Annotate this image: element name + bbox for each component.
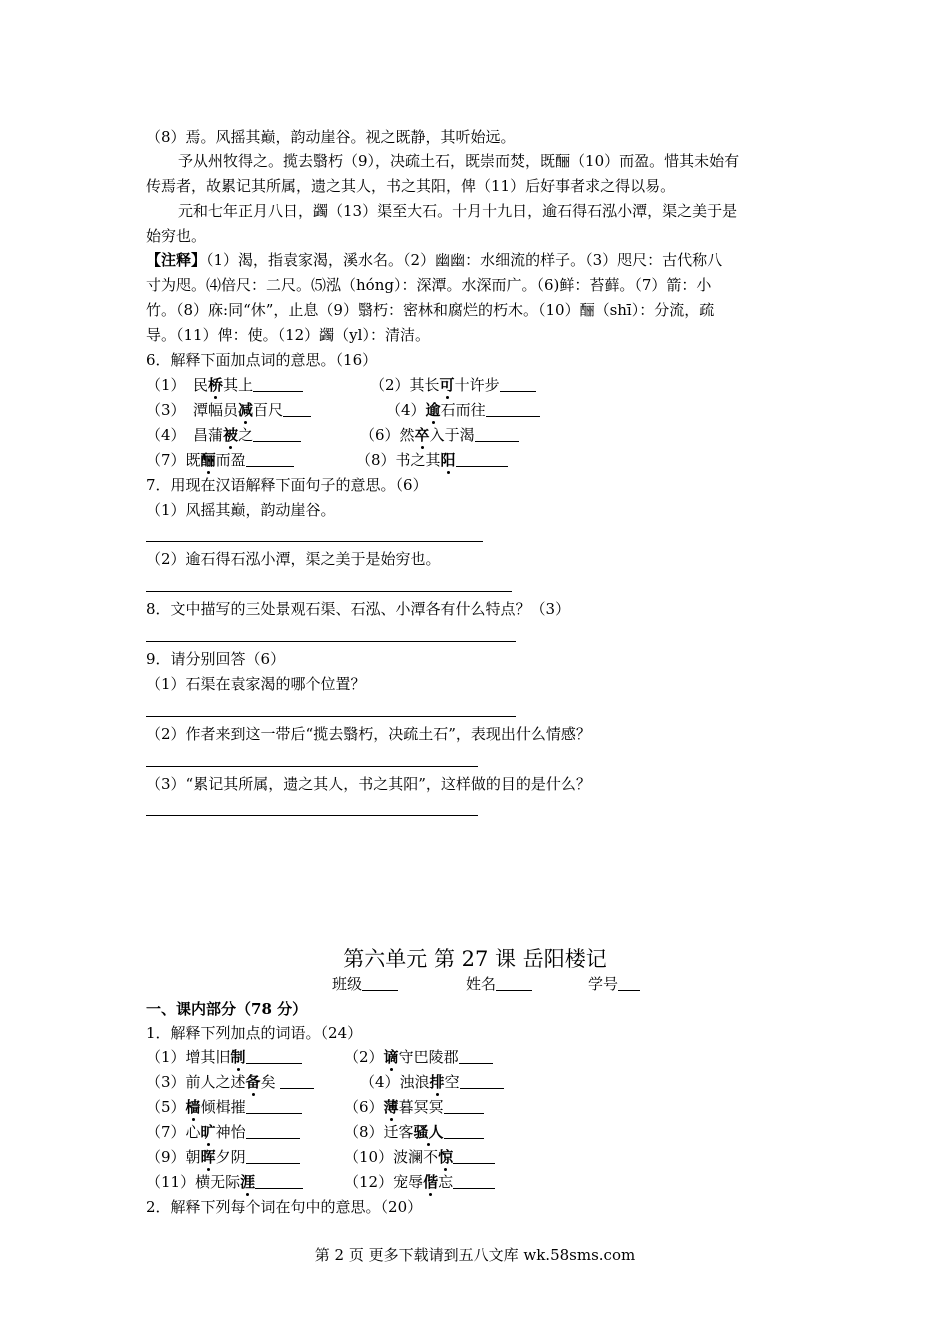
part1-item-2: （2）谪守巴陵郡 (344, 1045, 493, 1069)
class-field: 班级 (332, 973, 398, 995)
answer-blank[interactable] (255, 1172, 303, 1189)
part1-item-6: （6）薄暮冥冥 (344, 1095, 484, 1119)
q9-sentence-3: （3）“累记其所属，遗之其人，书之其阳”，这样做的目的是什么？ (146, 775, 591, 793)
page-footer: 第 2 页 更多下载请到五八文库 wk.58sms.com (314, 1246, 636, 1264)
q9-sentence-1: （1）石渠在袁家渴的哪个位置？ (146, 675, 366, 693)
q7-sentence-1: （1）风摇其巅，韵动崖谷。 (146, 501, 336, 519)
passage-line-1: （8）焉。风摇其巅，韵动崖谷。视之既静，其听始远。 (146, 128, 516, 146)
answer-blank[interactable] (475, 425, 519, 442)
answer-blank[interactable] (456, 450, 508, 467)
part1-item-8: （8）迁客骚人 (344, 1120, 484, 1144)
answer-blank[interactable] (283, 400, 311, 417)
answer-line[interactable] (146, 766, 478, 767)
answer-line[interactable] (146, 716, 516, 717)
part1-q1-title: 1．解释下列加点的词语。（24） (146, 1024, 363, 1042)
q9-title: 9．请分别回答（6） (146, 650, 286, 668)
lesson-title: 第六单元 第 27 课 岳阳楼记 (343, 947, 607, 971)
part1-item-4: （4）浊浪排空 (360, 1070, 504, 1094)
q6-item-5: （4） 昌蒲被之 (146, 423, 301, 447)
answer-line[interactable] (146, 641, 516, 642)
answer-blank[interactable] (444, 1122, 484, 1139)
answer-blank[interactable] (280, 1072, 314, 1089)
student-id-input[interactable] (618, 974, 640, 991)
part1-item-12: （12）宠辱偕忘 (344, 1170, 495, 1194)
q6-item-3: （3） 潭幅员减百尺 (146, 398, 311, 422)
part1-title: 一、课内部分（78 分） (146, 1000, 308, 1018)
part1-item-5: （5）樯倾楫摧 (146, 1095, 302, 1119)
name-input[interactable] (496, 974, 532, 991)
q6-item-4: （4）逾石而往 (386, 398, 540, 422)
passage-line-3: 传焉者，故累记其所属，遗之其人，书之其阳，俾（11）后好事者求之得以易。 (146, 177, 676, 195)
answer-blank[interactable] (486, 400, 540, 417)
notes-text-1: （1）渴，指袁家渴，溪水名。（2）幽幽：水细流的样子。（3）咫尺：古代称八 (206, 251, 723, 269)
answer-blank[interactable] (253, 425, 301, 442)
name-field: 姓名 (466, 973, 532, 995)
answer-line[interactable] (146, 541, 483, 542)
part1-item-1: （1）增其旧制 (146, 1045, 302, 1069)
notes-label: 【注释】 (146, 251, 207, 269)
part1-item-9: （9）朝晖夕阴 (146, 1145, 300, 1169)
answer-blank[interactable] (453, 1147, 495, 1164)
class-input[interactable] (362, 974, 398, 991)
passage-line-4: 元和七年正月八日，蠲（13）渠至大石。十月十九日，逾石得石泓小潭，渠之美于是 (178, 202, 738, 220)
answer-line[interactable] (146, 591, 512, 592)
answer-blank[interactable] (460, 1072, 504, 1089)
part1-q2-title: 2．解释下列每个词在句中的意思。（20） (146, 1198, 423, 1216)
answer-blank[interactable] (444, 1097, 484, 1114)
notes-line-3: 竹。（8）庥:同“休”，止息（9）翳朽：密林和腐烂的朽木。（10）酾（shī）：分流，疏 (146, 301, 715, 319)
part1-item-11: （11）横无际涯 (146, 1170, 303, 1194)
answer-blank[interactable] (246, 1097, 302, 1114)
answer-blank[interactable] (453, 1172, 495, 1189)
q6-title: 6．解释下面加点词的意思。（16） (146, 351, 378, 369)
student-id-field: 学号 (588, 973, 640, 995)
part1-item-3: （3）前人之述备矣 (146, 1070, 314, 1094)
q7-sentence-2: （2）逾石得石泓小潭，渠之美于是始穷也。 (146, 550, 441, 568)
passage-line-5: 始穷也。 (146, 227, 207, 245)
part1-item-7: （7）心旷神怡 (146, 1120, 300, 1144)
answer-blank[interactable] (500, 375, 536, 392)
passage-line-2: 予从州牧得之。揽去翳朽（9），决疏土石，既崇而焚，既酾（10）而盈。惜其未始有 (178, 152, 740, 170)
q6-item-6: （6）然卒入于渴 (360, 423, 519, 447)
answer-line[interactable] (146, 815, 478, 816)
q9-sentence-2: （2）作者来到这一带后“揽去翳朽，决疏土石”，表现出什么情感？ (146, 725, 591, 743)
answer-blank[interactable] (246, 450, 294, 467)
answer-blank[interactable] (246, 1122, 300, 1139)
notes-line-4: 导。（11）俾：使。（12）蠲（yl）：清洁。 (146, 326, 430, 344)
part1-item-10: （10）波澜不惊 (344, 1145, 495, 1169)
answer-blank[interactable] (459, 1047, 493, 1064)
q8-title: 8．文中描写的三处景观石渠、石泓、小潭各有什么特点？（3） (146, 600, 571, 618)
answer-blank[interactable] (246, 1047, 302, 1064)
notes-line-1 (146, 248, 722, 272)
notes-line-2: 寸为咫。⑷倍尺：二尺。⑸泓（hóng）：深潭。水深而广。（6)鲜：苔藓。（7）箭：小 (146, 276, 712, 294)
q6-item-2: （2）其长可十许步 (370, 373, 536, 397)
q6-item-7: （7）既酾而盈 (146, 448, 294, 472)
q7-title: 7．用现在汉语解释下面句子的意思。（6） (146, 476, 428, 494)
answer-blank[interactable] (253, 375, 303, 392)
q6-item-8: （8）书之其阳 (356, 448, 508, 472)
answer-blank[interactable] (246, 1147, 300, 1164)
q6-item-1: （1） 民桥其上 (146, 373, 303, 397)
